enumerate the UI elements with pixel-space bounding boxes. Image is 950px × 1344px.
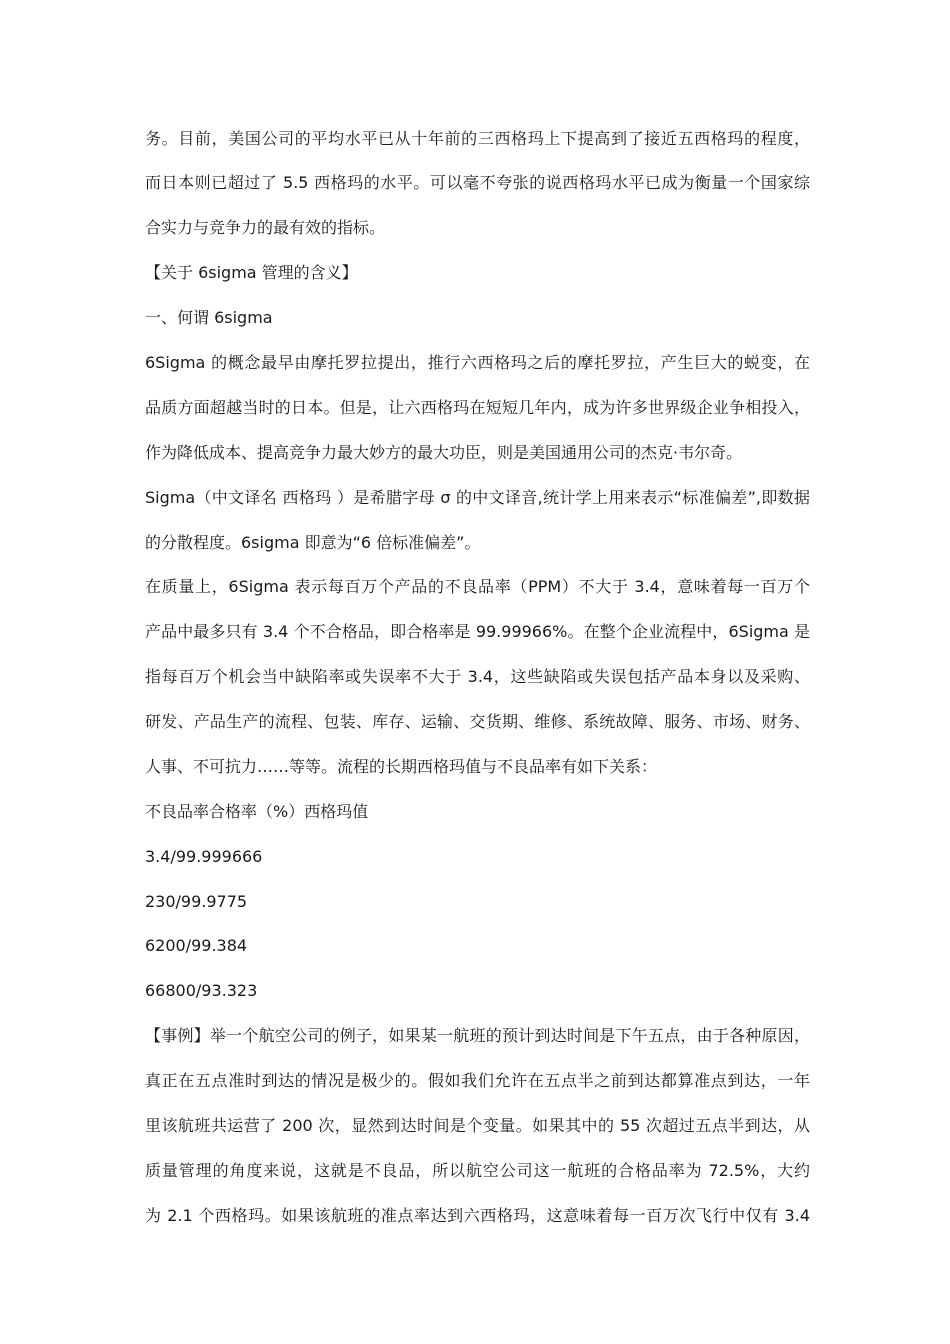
paragraph-line: Sigma（中文译名 西格玛 ）是希腊字母 σ 的中文译音,统计学上用来表示“标准偏差”,即数据 [145, 488, 810, 507]
paragraph-line: 为 2.1 个西格玛。如果该航班的准点率达到六西格玛，这意味着每一百万次飞行中仅有 3.4 [145, 1206, 810, 1225]
table-row-line: 3.4/99.999666 [145, 847, 263, 866]
paragraph-line: 品质方面超越当时的日本。但是，让六西格玛在短短几年内，成为许多世界级企业争相投入， [145, 398, 810, 417]
paragraph-line: 的分散程度。6sigma 即意为“6 倍标准偏差”。 [145, 533, 481, 552]
paragraph-line: 6Sigma 的概念最早由摩托罗拉提出，推行六西格玛之后的摩托罗拉，产生巨大的蜕变，在 [145, 353, 810, 372]
paragraph-line: 产品中最多只有 3.4 个不合格品，即合格率是 99.99966%。在整个企业流程中，6Sigma 是 [145, 622, 810, 641]
section-heading: 【关于 6sigma 管理的含义】 [145, 263, 358, 282]
paragraph-line: 人事、不可抗力……等等。流程的长期西格玛值与不良品率有如下关系： [145, 757, 658, 776]
paragraph-line: 【事例】举一个航空公司的例子，如果某一航班的预计到达时间是下午五点，由于各种原因， [145, 1026, 810, 1045]
paragraph-line: 质量管理的角度来说，这就是不良品，所以航空公司这一航班的合格品率为 72.5%，大约 [145, 1161, 810, 1180]
paragraph-line: 里该航班共运营了 200 次，显然到达时间是个变量。如果其中的 55 次超过五点半到达，从 [145, 1116, 810, 1135]
table-row-line: 66800/93.323 [145, 981, 258, 1000]
paragraph-line: 务。目前，美国公司的平均水平已从十年前的三西格玛上下提高到了接近五西格玛的程度， [145, 129, 810, 148]
paragraph-line: 真正在五点准时到达的情况是极少的。假如我们允许在五点半之前到达都算准点到达，一年 [145, 1071, 810, 1090]
table-row-line: 230/99.9775 [145, 892, 248, 911]
paragraph-line: 研发、产品生产的流程、包装、库存、运输、交货期、维修、系统故障、服务、市场、财务、 [145, 712, 810, 731]
table-header-line: 不良品率合格率（%）西格玛值 [145, 802, 369, 821]
paragraph-line: 指每百万个机会当中缺陷率或失误率不大于 3.4，这些缺陷或失误包括产品本身以及采购、 [145, 667, 810, 686]
paragraph-line: 作为降低成本、提高竞争力最大妙方的最大功臣，则是美国通用公司的杰克·韦尔奇。 [145, 443, 743, 462]
table-row-line: 6200/99.384 [145, 936, 248, 955]
paragraph-line: 合实力与竞争力的最有效的指标。 [145, 218, 386, 237]
subsection-heading: 一、何谓 6sigma [145, 308, 273, 327]
paragraph-line: 而日本则已超过了 5.5 西格玛的水平。可以毫不夸张的说西格玛水平已成为衡量一个国家综 [145, 173, 810, 192]
paragraph-line: 在质量上，6Sigma 表示每百万个产品的不良品率（PPM）不大于 3.4，意味着每一百万个 [145, 577, 810, 596]
